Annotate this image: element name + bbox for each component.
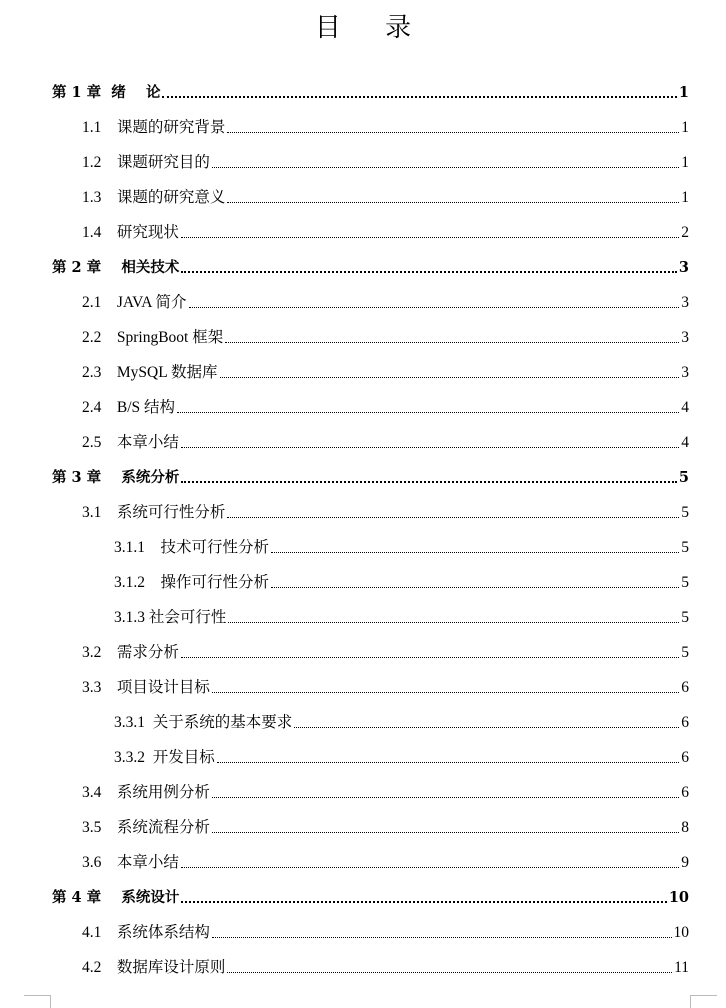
toc-entry-label: 3.5 系统流程分析 (82, 819, 210, 836)
toc-entry[interactable] (82, 183, 689, 207)
toc-entry[interactable] (82, 393, 689, 417)
toc-leader-dots (212, 691, 679, 693)
toc-chapter-entry[interactable] (52, 78, 689, 102)
toc-entry-label: 3.6 本章小结 (82, 854, 179, 871)
toc-leader-dots (181, 446, 679, 448)
toc-leader-dots (181, 236, 679, 238)
toc-page-number: 5 (681, 574, 689, 591)
toc-entry[interactable] (114, 743, 689, 767)
toc-leader-dots (271, 551, 679, 553)
toc-entry[interactable] (82, 673, 689, 697)
toc-page-number: 3 (678, 259, 689, 276)
toc-leader-dots (294, 726, 679, 728)
toc-leader-dots (177, 411, 679, 413)
toc-leader-dots (181, 866, 679, 868)
toc-page-number: 3 (681, 294, 689, 311)
toc-entry[interactable] (82, 288, 689, 312)
page-corner-mark-left (24, 995, 51, 1008)
toc-entry-label: 4.1 系统体系结构 (82, 924, 210, 941)
toc-leader-dots (228, 621, 679, 623)
toc-entry-label: 第 1 章 绪 论 (52, 84, 161, 101)
toc-entry[interactable] (114, 708, 689, 732)
toc-entry[interactable] (82, 498, 689, 522)
toc-entry[interactable] (82, 323, 689, 347)
toc-page-number: 5 (681, 504, 689, 521)
toc-leader-dots (212, 831, 679, 833)
toc-page-number: 3 (681, 329, 689, 346)
toc-entry[interactable] (82, 638, 689, 662)
toc-leader-dots (212, 166, 679, 168)
toc-entry[interactable] (82, 218, 689, 242)
toc-chapter-entry[interactable] (52, 463, 689, 487)
toc-leader-dots (217, 761, 679, 763)
toc-entry-label: 3.3.2 开发目标 (114, 749, 215, 766)
toc-entry-label: 2.2 SpringBoot 框架 (82, 329, 224, 346)
toc-entry-label: 1.1 课题的研究背景 (82, 119, 226, 136)
toc-page-number: 1 (681, 154, 689, 171)
toc-entry[interactable] (114, 603, 689, 627)
toc-leader-dots (181, 900, 666, 903)
toc-entry[interactable] (82, 148, 689, 172)
toc-leader-dots (189, 306, 680, 308)
toc-page-number: 5 (678, 469, 689, 486)
toc-entry-label: 第 4 章 系统设计 (52, 889, 180, 906)
toc-entry-label: 3.1.1 技术可行性分析 (114, 539, 270, 556)
toc-leader-dots (212, 936, 672, 938)
page-corner-mark-right (690, 995, 717, 1008)
toc-entry-label: 2.5 本章小结 (82, 434, 179, 451)
toc-entry-label: 2.1 JAVA 简介 (82, 294, 187, 311)
toc-entry[interactable] (82, 848, 689, 872)
toc-leader-dots (227, 971, 672, 973)
toc-entry-label: 4.2 数据库设计原则 (82, 959, 226, 976)
toc-entry-label: 1.2 课题研究目的 (82, 154, 210, 171)
toc-entry[interactable] (82, 428, 689, 452)
toc-page-number: 4 (681, 434, 689, 451)
toc-entry-label: 3.3 项目设计目标 (82, 679, 210, 696)
toc-page-number: 1 (681, 189, 689, 206)
toc-page-number: 6 (681, 679, 689, 696)
toc-leader-dots (181, 480, 677, 483)
toc-page-number: 11 (674, 959, 689, 976)
toc-entry[interactable] (82, 813, 689, 837)
toc-entry-label: 第 2 章 相关技术 (52, 259, 180, 276)
toc-entry[interactable] (82, 358, 689, 382)
toc-leader-dots (271, 586, 679, 588)
toc-page-number: 1 (678, 84, 689, 101)
toc-leader-dots (227, 131, 679, 133)
toc-entry-label: 1.3 课题的研究意义 (82, 189, 226, 206)
toc-leader-dots (227, 516, 679, 518)
toc-entry[interactable] (82, 778, 689, 802)
toc-chapter-entry[interactable] (52, 883, 689, 907)
toc-page-number: 5 (681, 644, 689, 661)
toc-entry-label: 3.1.2 操作可行性分析 (114, 574, 270, 591)
toc-leader-dots (181, 270, 677, 273)
toc-entry[interactable] (114, 568, 689, 592)
toc-entry-label: 2.4 B/S 结构 (82, 399, 176, 416)
toc-entry-label: 3.3.1 关于系统的基本要求 (114, 714, 293, 731)
toc-leader-dots (212, 796, 679, 798)
toc-page-number: 9 (681, 854, 689, 871)
toc-entry[interactable] (82, 918, 689, 942)
toc-entry[interactable] (82, 113, 689, 137)
toc-entry-label: 3.1.3 社会可行性 (114, 609, 227, 626)
toc-leader-dots (227, 201, 679, 203)
toc-entry-label: 1.4 研究现状 (82, 224, 179, 241)
toc-page-number: 5 (681, 609, 689, 626)
toc-page-number: 6 (681, 784, 689, 801)
toc-page-number: 4 (681, 399, 689, 416)
toc-page-number: 1 (681, 119, 689, 136)
toc-page-number: 2 (681, 224, 689, 241)
toc-entry-label: 3.2 需求分析 (82, 644, 179, 661)
toc-page-number: 6 (681, 749, 689, 766)
page-title: 目 录 (314, 13, 430, 43)
toc-leader-dots (162, 95, 676, 98)
toc-leader-dots (181, 656, 679, 658)
toc-page-number: 10 (668, 889, 689, 906)
toc-entry[interactable] (114, 533, 689, 557)
toc-entry-label: 3.1 系统可行性分析 (82, 504, 226, 521)
toc-entry-label: 2.3 MySQL 数据库 (82, 364, 218, 381)
toc-entry-label: 3.4 系统用例分析 (82, 784, 210, 801)
toc-leader-dots (225, 341, 679, 343)
toc-page-number: 6 (681, 714, 689, 731)
toc-entry[interactable] (82, 953, 689, 977)
toc-page-number: 8 (681, 819, 689, 836)
toc-page-number: 3 (681, 364, 689, 381)
toc-chapter-entry[interactable] (52, 253, 689, 277)
toc-page-number: 10 (673, 924, 689, 941)
toc-entry-label: 第 3 章 系统分析 (52, 469, 180, 486)
toc-leader-dots (220, 376, 680, 378)
toc-page-number: 5 (681, 539, 689, 556)
